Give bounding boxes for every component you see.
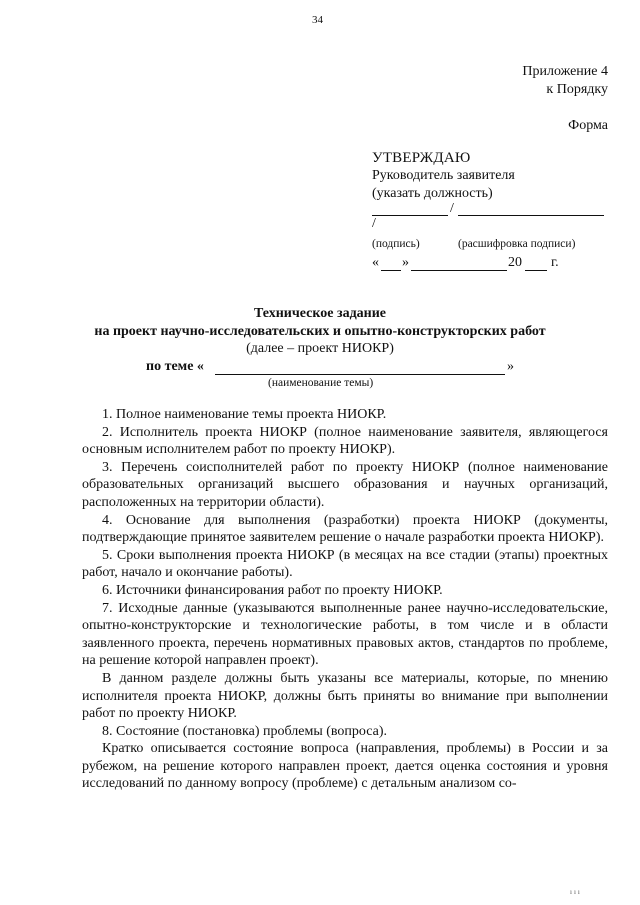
- signature-caption: (подпись): [372, 238, 420, 250]
- body-paragraph-6: 6. Источники финансирования работ по проекту НИОКР.: [102, 582, 443, 598]
- topic-suffix: »: [507, 359, 514, 374]
- appendix-line-2: к Порядку: [546, 82, 608, 97]
- body-paragraph-5: 5. Сроки выполнения проекта НИОКР (в месяцах на все стадии (этапы) проектных работ, начало и окончание работы).: [82, 547, 608, 581]
- document-title: Техническое задание: [253, 306, 386, 321]
- body-paragraph-9: 8. Состояние (постановка) проблемы (вопроса).: [102, 723, 388, 739]
- body-paragraph-8: В данном разделе должны быть указаны все материалы, которые, по мнению исполнителя проекта НИОКР, должны быть приняты во внимание при выполнении работ по проекту НИОКР.: [82, 670, 608, 722]
- body-paragraph-10: Кратко описывается состояние вопроса (направления, проблемы) в России и за рубежом, на решение которого направлен проект, дается оценка состояния и уровня исследований по данному вопросу (проблеме) с детальным анализом со-: [82, 741, 608, 792]
- page-number: 34: [312, 14, 323, 26]
- signature-decode-line: [458, 215, 604, 216]
- date-close-quote: »: [402, 255, 409, 270]
- approval-role: Руководитель заявителя: [372, 168, 515, 183]
- topic-prefix: по теме «: [146, 359, 204, 374]
- document-subtitle: на проект научно-исследовательских и опытно-конструкторских работ: [94, 324, 546, 339]
- signature-decode-caption: (расшифровка подписи): [458, 238, 576, 250]
- signature-slash-2: /: [372, 216, 376, 231]
- approval-role-hint: (указать должность): [372, 186, 493, 201]
- date-year-line: [525, 270, 547, 271]
- date-open-quote: «: [372, 255, 379, 270]
- topic-caption: (наименование темы): [268, 377, 374, 389]
- body-paragraph-1: 1. Полное наименование темы проекта НИОКР.: [102, 407, 387, 422]
- date-month-line: [411, 270, 507, 271]
- date-year-suffix: г.: [551, 255, 559, 270]
- body-paragraph-7: 7. Исходные данные (указываются выполненные ранее научно-исследовательские, опытно-конструкторские и технологические работы, в том числе и в области заявленного проекта, перечень нормативных правовых актов, стандартов по проблеме, на решение которой направлен проект).: [82, 600, 608, 669]
- document-body: [82, 406, 608, 793]
- corner-mark: ııı: [570, 888, 582, 896]
- document-note: (далее – проект НИОКР): [246, 341, 394, 356]
- date-day-line: [381, 270, 401, 271]
- body-paragraph-3: 3. Перечень соисполнителей работ по проекту НИОКР (полное наименование образовательных организаций высшего образования и научных организаций, расположенных на территории области).: [82, 459, 608, 510]
- signature-line: [372, 215, 448, 216]
- body-paragraph-4: 4. Основание для выполнения (разработки) проекта НИОКР (документы, подтверждающие принятое заявителем решение о начале разработки проекта НИОКР).: [82, 512, 608, 546]
- appendix-line-1: Приложение 4: [522, 64, 608, 79]
- topic-line: [215, 374, 505, 375]
- approval-title: УТВЕРЖДАЮ: [372, 150, 471, 166]
- body-paragraph-2: 2. Исполнитель проекта НИОКР (полное наименование заявителя, являющегося основным исполнителем работ по проекту НИОКР).: [82, 424, 608, 458]
- form-label: Форма: [568, 118, 608, 133]
- date-year-prefix: 20: [508, 255, 522, 270]
- signature-slash: /: [450, 201, 454, 216]
